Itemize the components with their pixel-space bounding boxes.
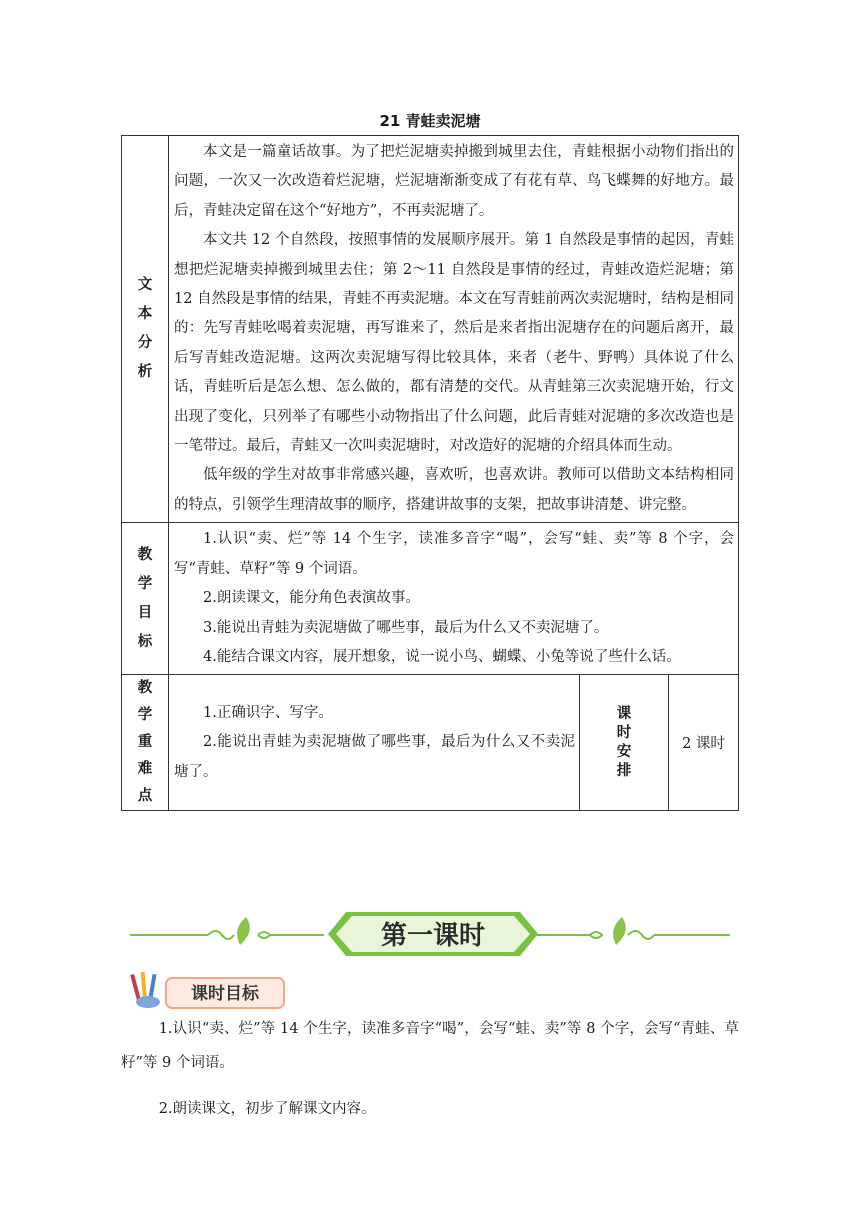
banner-title: 第一课时 [380, 921, 486, 951]
schedule-value: 2 课时 [668, 675, 738, 811]
analysis-paragraph: 本文是一篇童话故事。为了把烂泥塘卖掉搬到城里去住，青蛙根据小动物们指出的问题，一次又一次改造着烂泥塘，烂泥塘渐渐变成了有花有草、鸟飞蝶舞的好地方。最后，青蛙决定留在这个“好地方”，不再卖泥塘了。 [174, 144, 734, 219]
leaf-icon [237, 917, 250, 945]
key-points-content [169, 675, 580, 811]
key-points-label-text: 教学重难点 [137, 680, 153, 805]
objective-item: 2.朗读课文，能分角色表演故事。 [203, 590, 420, 607]
pencils-icon [130, 972, 160, 1008]
lesson-goals-badge [128, 968, 288, 1010]
objectives-label [122, 523, 169, 675]
analysis-row [122, 136, 739, 523]
section-banner [128, 908, 732, 960]
objectives-label-text: 教学目标 [137, 546, 153, 650]
banner-right-flourish [536, 931, 730, 939]
banner-left-flourish [130, 931, 324, 939]
analysis-label [122, 136, 169, 523]
page-title: 21 青蛙卖泥塘 [379, 112, 481, 130]
badge-label: 课时目标 [191, 984, 259, 1004]
objective-item: 3.能说出青蛙为卖泥塘做了哪些事，最后为什么又不卖泥塘了。 [203, 619, 609, 636]
schedule-label-text: 课时安排 [616, 705, 632, 779]
lesson-plan-table [121, 135, 739, 811]
key-point-item: 1.正确识字、写字。 [203, 704, 333, 721]
objectives-content [169, 523, 739, 675]
key-points-row [122, 675, 739, 811]
analysis-paragraph: 本文共 12 个自然段，按照事情的发展顺序展开。第 1 自然段是事情的起因，青蛙想把烂泥塘卖掉搬到城里去住；第 2～11 自然段是事情的经过，青蛙改造烂泥塘；第 12 自然段是事情的结果，青蛙不再卖泥塘。本文在写青蛙前两次卖泥塘时，结构是相同的：先写青蛙吆喝着卖泥塘，再写谁来了，然后是来者指出泥塘存在的问题后离开，最后写青蛙改造泥塘。这两次卖泥塘写得比较具体，来者（老牛、野鸭）具体说了什么话，青蛙听后是怎么想、怎么做的，都有清楚的交代。从青蛙第三次卖泥塘开始，行文出现了变化，只列举了有哪些小动物指出了什么问题，此后青蛙对泥塘的多次改造也是一笔带过。最后，青蛙又一次叫卖泥塘时，对改造好的泥塘的介绍具体而生动。 [174, 232, 734, 455]
lesson-goal-item: 1.认识“卖、烂”等 14 个生字，读准多音字“喝”，会写“蛙、卖”等 8 个字，会写“青蛙、草籽”等 9 个词语。 [121, 1021, 739, 1071]
leaf-icon [613, 917, 626, 945]
key-point-item: 2.能说出青蛙为卖泥塘做了哪些事，最后为什么又不卖泥塘了。 [174, 734, 575, 780]
key-points-label [122, 675, 169, 811]
objective-item: 4.能结合课文内容，展开想象，说一说小鸟、蝴蝶、小兔等说了些什么话。 [203, 648, 681, 665]
analysis-paragraph: 低年级的学生对故事非常感兴趣，喜欢听，也喜欢讲。教师可以借助文本结构相同的特点，引领学生理清故事的顺序，搭建讲故事的支架，把故事讲清楚、讲完整。 [174, 467, 734, 513]
objective-item: 1.认识“卖、烂”等 14 个生字，读准多音字“喝”，会写“蛙、卖”等 8 个字，会写“青蛙、草籽”等 9 个词语。 [174, 531, 734, 577]
analysis-content [169, 136, 739, 523]
lesson-goal-item: 2.朗读课文，初步了解课文内容。 [158, 1101, 376, 1117]
schedule-label [579, 675, 668, 811]
lesson-goals-text [121, 1012, 739, 1126]
analysis-label-text: 文本分析 [137, 277, 153, 381]
objectives-row [122, 523, 739, 675]
